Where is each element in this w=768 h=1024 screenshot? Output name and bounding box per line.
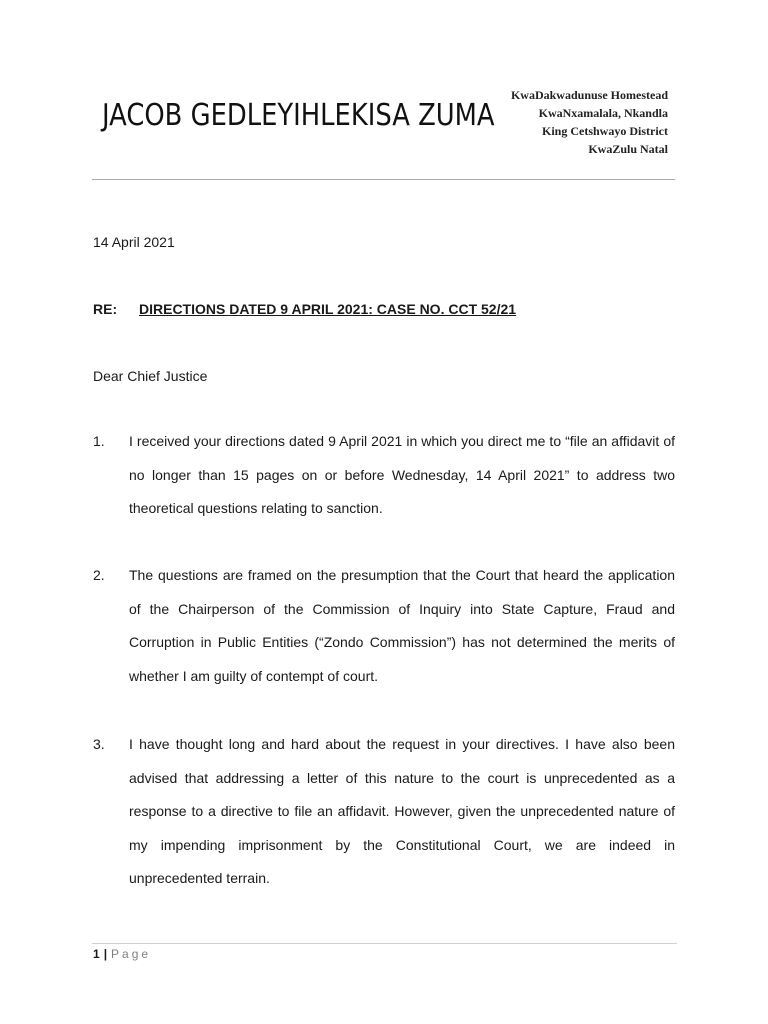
- subject-text: DIRECTIONS DATED 9 APRIL 2021: CASE NO. CCT 52/21: [139, 301, 517, 317]
- paragraph-number: 1.: [93, 433, 105, 449]
- subject-line: [93, 300, 516, 318]
- paragraph-text: The questions are framed on the presumption that the Court that heard the application of the Chairperson of the Commission of Inquiry into State Capture, Fraud and Corruption in Public Entities (“Zondo Commission”) has not determined the merits of whether I am guilty of contempt of court.: [129, 567, 675, 684]
- paragraph-2: [93, 559, 675, 693]
- address-line: KwaNxamalala, Nkandla: [538, 106, 668, 120]
- page-separator: |: [103, 947, 108, 961]
- address-line: King Cetshwayo District: [542, 124, 668, 138]
- page-number: 1: [93, 947, 100, 961]
- paragraph-text: I have thought long and hard about the request in your directives. I have also been advised that addressing a letter of this nature to the court is unprecedented as a response to a directive to file an affidavit. However, given the unprecedented nature of my impending imprisonment by the Constitutional Court, we are indeed in unprecedented terrain.: [129, 736, 675, 886]
- subject-label: RE:: [93, 301, 118, 317]
- address-line: KwaDakwadunuse Homestead: [510, 88, 668, 102]
- page-footer: [93, 946, 151, 962]
- salutation: Dear Chief Justice: [93, 368, 208, 384]
- paragraph-1: [93, 425, 675, 526]
- paragraph-number: 3.: [93, 736, 105, 752]
- footer-divider: [92, 943, 677, 944]
- paragraph-text: I received your directions dated 9 April 2021 in which you direct me to “file an affidavit of no longer than 15 pages on or before Wednesday, 14 April 2021” to address two theoretical questions relating to sanction.: [129, 433, 675, 516]
- letterhead-address: [511, 86, 668, 158]
- paragraph-number: 2.: [93, 567, 105, 583]
- letter-date: 14 April 2021: [93, 234, 175, 250]
- letterhead-name: JACOB GEDLEYIHLEKISA ZUMA: [102, 98, 495, 133]
- letterhead-divider: [92, 179, 675, 180]
- paragraph-3: [93, 728, 675, 896]
- address-line: KwaZulu Natal: [588, 142, 668, 156]
- page-label: Page: [111, 947, 152, 961]
